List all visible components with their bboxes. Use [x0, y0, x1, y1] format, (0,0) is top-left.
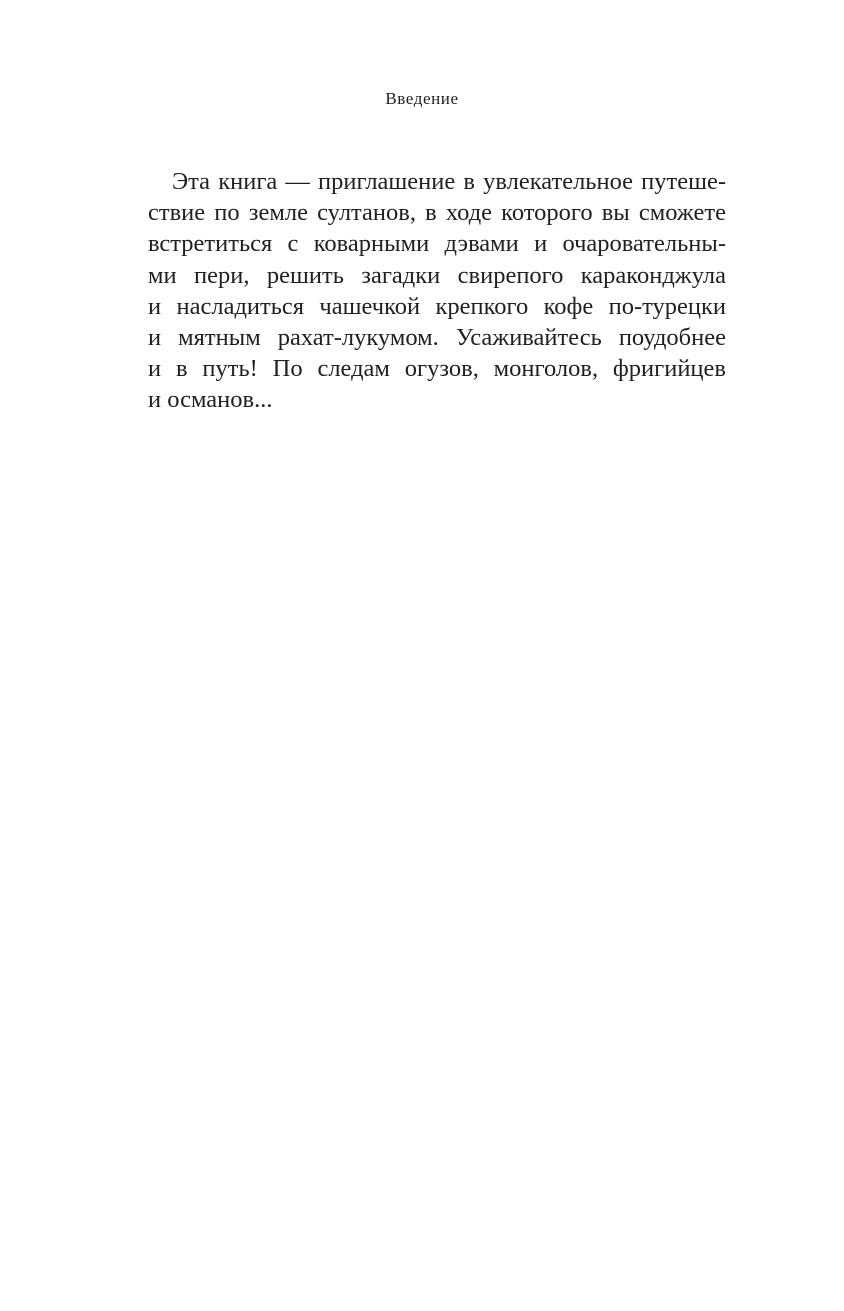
paragraph-line: и в путь! По следам огузов, монголов, фригийцев — [148, 355, 726, 383]
body-paragraph — [148, 166, 726, 416]
paragraph-line: встретиться с коварными дэвами и очаровательны- — [148, 230, 726, 258]
paragraph-line: и мятным рахат-лукумом. Усаживайтесь поудобнее — [148, 323, 726, 351]
paragraph-line: и насладиться чашечкой крепкого кофе по-турецки — [148, 292, 726, 320]
paragraph-line: Эта книга — приглашение в увлекательное путеше- — [172, 168, 726, 195]
running-header: Введение — [385, 89, 459, 108]
paragraph-line: ствие по земле султанов, в ходе которого вы сможете — [148, 199, 726, 227]
paragraph-line: и османов... — [148, 386, 273, 414]
paragraph-line: ми пери, решить загадки свирепого караконджула — [148, 261, 726, 289]
